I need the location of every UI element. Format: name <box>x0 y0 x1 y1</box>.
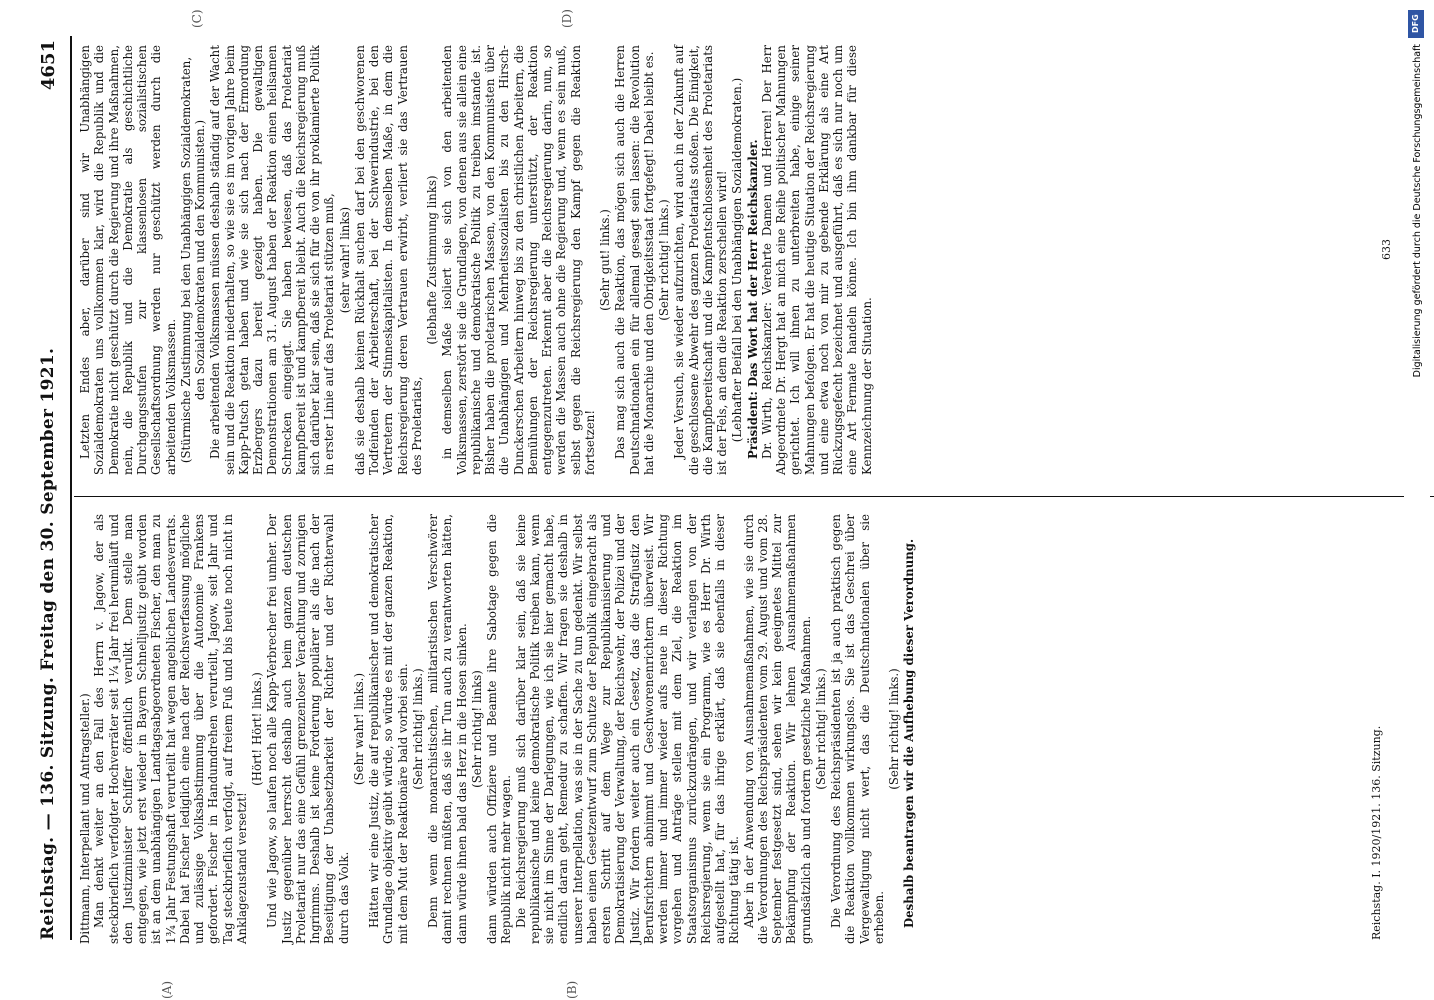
speaker-line: Präsident: Das Wort hat der Herr Reichskanzler. <box>745 139 760 459</box>
header-rule <box>70 36 72 940</box>
paragraph: Letzten Endes aber, darüber sind wir Unabhängigen Sozialdemokraten uns vollkommen klar, wird die Republik und die Demokratie nicht geschützt durch die Regierung und ihre Maßnahmen, nein, die Republik und die Demokratie als geschichtliche Durchgangsstufen zur klassenlosen sozialistischen Gesellschaftsordnung werden nur geschützt werden durch die arbeitenden Volksmassen. <box>78 45 178 475</box>
page-number: 4651 <box>38 40 59 91</box>
paragraph: in demselben Maße isoliert sie sich von den arbeitenden Volksmassen, zerstört sie die Grundlagen, von denen aus sie allein eine republikanische und demokratische Politik zu treiben imstande ist. Bisher haben die proletarischen Massen, von den Kommunisten über die Unabhängigen und Mehrheitssozialisten bis zu den Hirsch-Dunckerschen Arbeitern hinweg bis zu den christlichen Arbeitern, die Bemühungen der Reichsregierung unterstützt, der Reaktion entgegenzutreten. Erkennt aber die Reichsregierung darin, nun, so werden die Massen auch ohne die Regierung und, wenn es sein muß, selbst gegen die Reichsregierung den Kampf gegen die Reaktion fortsetzen! <box>440 45 597 475</box>
margin-mark-b: (B) <box>565 980 579 999</box>
footer-left: Reichstag. I. 1920/1921. 136. Sitzung. <box>1370 725 1383 940</box>
right-text-column <box>78 45 874 475</box>
left-text-column <box>78 514 917 944</box>
interjection: (Sehr richtig! links.) <box>887 668 901 790</box>
interjection: (Sehr richtig! links.) <box>410 668 425 790</box>
interjection: (Hört! Hört! links.) <box>250 672 264 786</box>
page-header-title: Reichstag. — 136. Sitzung. Freitag den 30. September 1921. <box>38 347 58 940</box>
interjection: (lebhafte Zustimmung links) <box>425 175 439 345</box>
interjection: (Sehr richtig! links) <box>469 670 484 788</box>
footer-page-signature: 633 <box>1380 239 1393 260</box>
interjection: (Stürmische Zustimmung bei den Unabhängigen Sozialdemokraten, den Sozialdemokraten und den Kommunisten.) <box>178 56 207 464</box>
paragraph: Die Verordnung des Reichspräsidenten ist ja auch praktisch gegen die Reaktion vollkommen wirkungslos. Sie ist das Geschrei über Vergewaltigung nicht wert, das die Deutschnationalen über sie erheben. <box>829 514 886 944</box>
paragraph: Die arbeitenden Volksmassen müssen deshalb ständig auf der Wacht sein und die Reaktion niederhalten, so wie sie es im vorigen Jahre beim Kapp-Putsch getan haben und wie sie sich nach der Ermordung Erzbergers dazu bereit gezeigt haben. Die gewaltigen Demonstrationen am 31. August haben der Reaktion einen heilsamen Schrecken eingejagt. Sie haben bewiesen, daß das Proletariat kampfbereit ist und kampfbereit bleibt. Auch die Reichsregierung muß sich darüber klar sein, daß sie sich für die von ihr proklamierte Politik in erster Linie auf das Proletariat stützen muß, <box>208 45 337 475</box>
paragraph: Man denkt weiter an den Fall des Herrn v. Jagow, der als steckbrieflich verfolgter Hochverräter seit 1¼ Jahr frei herumläuft und den Justizminister Schiffer öffentlich verulkt. Dem stelle man entgegen, wie jetzt erst wieder in Bayern Schnelljustiz geübt worden ist an dem unabhängigen Landtagsabgeordneten Fischer, den man zu 1¾ Jahr Festungshaft verurteilt hat wegen angeblichen Landesverrats. Dabei hat Fischer lediglich eine nach der Reichsverfassung mögliche und zulässige Volksabstimmung über die Autonomie Frankens gefordert. Fischer in Handumdrehen verurteilt, Jagow, seit Jahr und Tag steckbrieflich verfolgt, auf freiem Fuß und bis heute noch nicht in Anklagezustand versetzt! <box>92 514 249 944</box>
paragraph: dann würden auch Offiziere und Beamte ihre Sabotage gegen die Republik nicht mehr wagen. <box>485 514 514 944</box>
paragraph: daß sie deshalb keinen Rückhalt suchen darf bei den geschworenen Todfeinden der Arbeiterschaft, bei der Schwerindustrie, bei den Vertretern der Stinneskapitalisten. In demselben Maße, in dem die Reichsregierung deren Vertrauen erwirbt, verliert sie das Vertrauen des Proletariats, <box>352 45 424 475</box>
interjection: (Sehr richtig! links.) <box>813 668 828 790</box>
column-divider <box>74 496 1434 497</box>
interjection: (Sehr richtig! links.) <box>657 199 671 321</box>
paragraph: Jeder Versuch, sie wieder aufzurichten, wird auch in der Zukunft auf die geschlossene Abwehr des ganzen Proletariats stoßen. Die Einigkeit, die Kampfbereitschaft und die Kampfentschlossenheit des Proletariats ist der Fels, an dem die Reaktion zerschellen wird! <box>672 45 729 475</box>
paragraph: Aber in der Anwendung von Ausnahmemaßnahmen, wie sie durch die Verordnungen des Reichspräsidenten vom 29. August und vom 28. September festgesetzt sind, sehen wir kein geeignetes Mittel zur Bekämpfung der Reaktion. Wir lehnen Ausnahmemaßnahmen grundsätzlich ab und fordern gesetzliche Maßnahmen. <box>741 514 813 944</box>
paragraph: Die Reichsregierung muß sich darüber klar sein, daß sie keine republikanische und keine demokratische Politik treiben kann, wenn sie nicht im Sinne der Darlegungen, wie ich sie hier gemacht habe, endlich daran geht, Remedur zu schaffen. Wir fragen sie deshalb in unserer Interpellation, was sie in der Sache zu tun gedenkt. Wir selbst haben einen Gesetzentwurf zum Schutze der Republik eingebracht als ersten Schritt auf dem Wege zur Republikanisierung und Demokratisierung der Verwaltung, der Reichswehr, der Polizei und der Justiz. Wir fordern weiter auch ein Gesetz, das die Strafjustiz den Berufsrichtern abnimmt und Geschworenenrichtern überweist. Wir werden immer und immer wieder aufs neue in dieser Richtung vorgehen und Anträge stellen mit dem Ziel, die Reaktion im Staatsorganismus zurückzudrängen, und wir verlangen von der Reichsregierung, wenn sie ein Programm, wie es Herr Dr. Wirth aufgestellt hat, für das ihrige erklärt, daß sie ebenfalls in dieser Richtung tätig ist. <box>513 514 742 944</box>
dfg-logo: DFG <box>1408 10 1424 38</box>
paragraph: Das mag sich auch die Reaktion, das mögen sich auch die Herren Deutschnationalen ein für allemal gesagt sein lassen: die Revolution hat die Monarchie und den Obrigkeitsstaat fortgefegt! Dabei bleibt es. <box>613 45 656 475</box>
paragraph: Und wie Jagow, so laufen noch alle Kapp-Verbrecher frei umher. Der Justiz gegenüber herrscht deshalb auch beim ganzen deutschen Proletariat nur das eine Gefühl grenzenloser Verachtung und zornigen Ingrimms. Deshalb ist keine Forderung populärer als die nach der Beseitigung der Unabsetzbarkeit der Richter und der Richterwahl durch das Volk. <box>265 514 351 944</box>
margin-mark-c: (C) <box>190 9 204 28</box>
paragraph: Denn wenn die monarchistischen, militaristischen Verschwörer damit rechnen müßten, daß sie ihr Tun auch zu verantworten hätten, dann würde ihnen bald das Herz in die Hosen sinken. <box>426 514 469 944</box>
paragraph: Deshalb beantragen wir die Aufhebung dieser Verordnung. <box>902 538 917 928</box>
margin-mark-d: (D) <box>560 9 574 28</box>
digitization-sidebar <box>1404 0 1430 1000</box>
paragraph: Dr. Wirth, Reichskanzler: Verehrte Damen und Herren! Der Herr Abgeordnete Dr. Hergt hat an mich eine Reihe politischer Mahnungen gerichtet. Ich will ihnen zu unterbreiten habe, einige seiner Mahnungen befolgen. Er hat die heutige Situation der Reichsregierung und eine etwa noch von mir zu gebende Erklärung als eine Art Rückzugsgefecht bezeichnet und ausgeführt, daß es sich nur noch um eine Art Fermate handeln könne. Ich bin ihm dankbar für diese Kennzeichnung der Situation. <box>759 45 874 475</box>
margin-mark-a: (A) <box>160 980 174 999</box>
interjection: (sehr wahr! links) <box>337 206 352 314</box>
interjection: (Sehr wahr! links.) <box>351 672 366 786</box>
paragraph: Hätten wir eine Justiz, die auf republikanischer und demokratischer Grundlage objektiv geübt würde, so würde es mit der ganzen Reaktion, mit dem Mut der Reaktionäre bald vorbei sein. <box>367 514 410 944</box>
digitization-note: Digitalisierung gefördert durch die Deutsche Forschungsgemeinschaft <box>1412 44 1423 378</box>
paragraph: Dittmann, Interpellant und Antragsteller.) <box>78 693 92 944</box>
interjection: (Sehr gut! links.) <box>598 209 612 311</box>
interjection: (Lebhafter Beifall bei den Unabhängigen Sozialdemokraten.) <box>730 77 745 443</box>
